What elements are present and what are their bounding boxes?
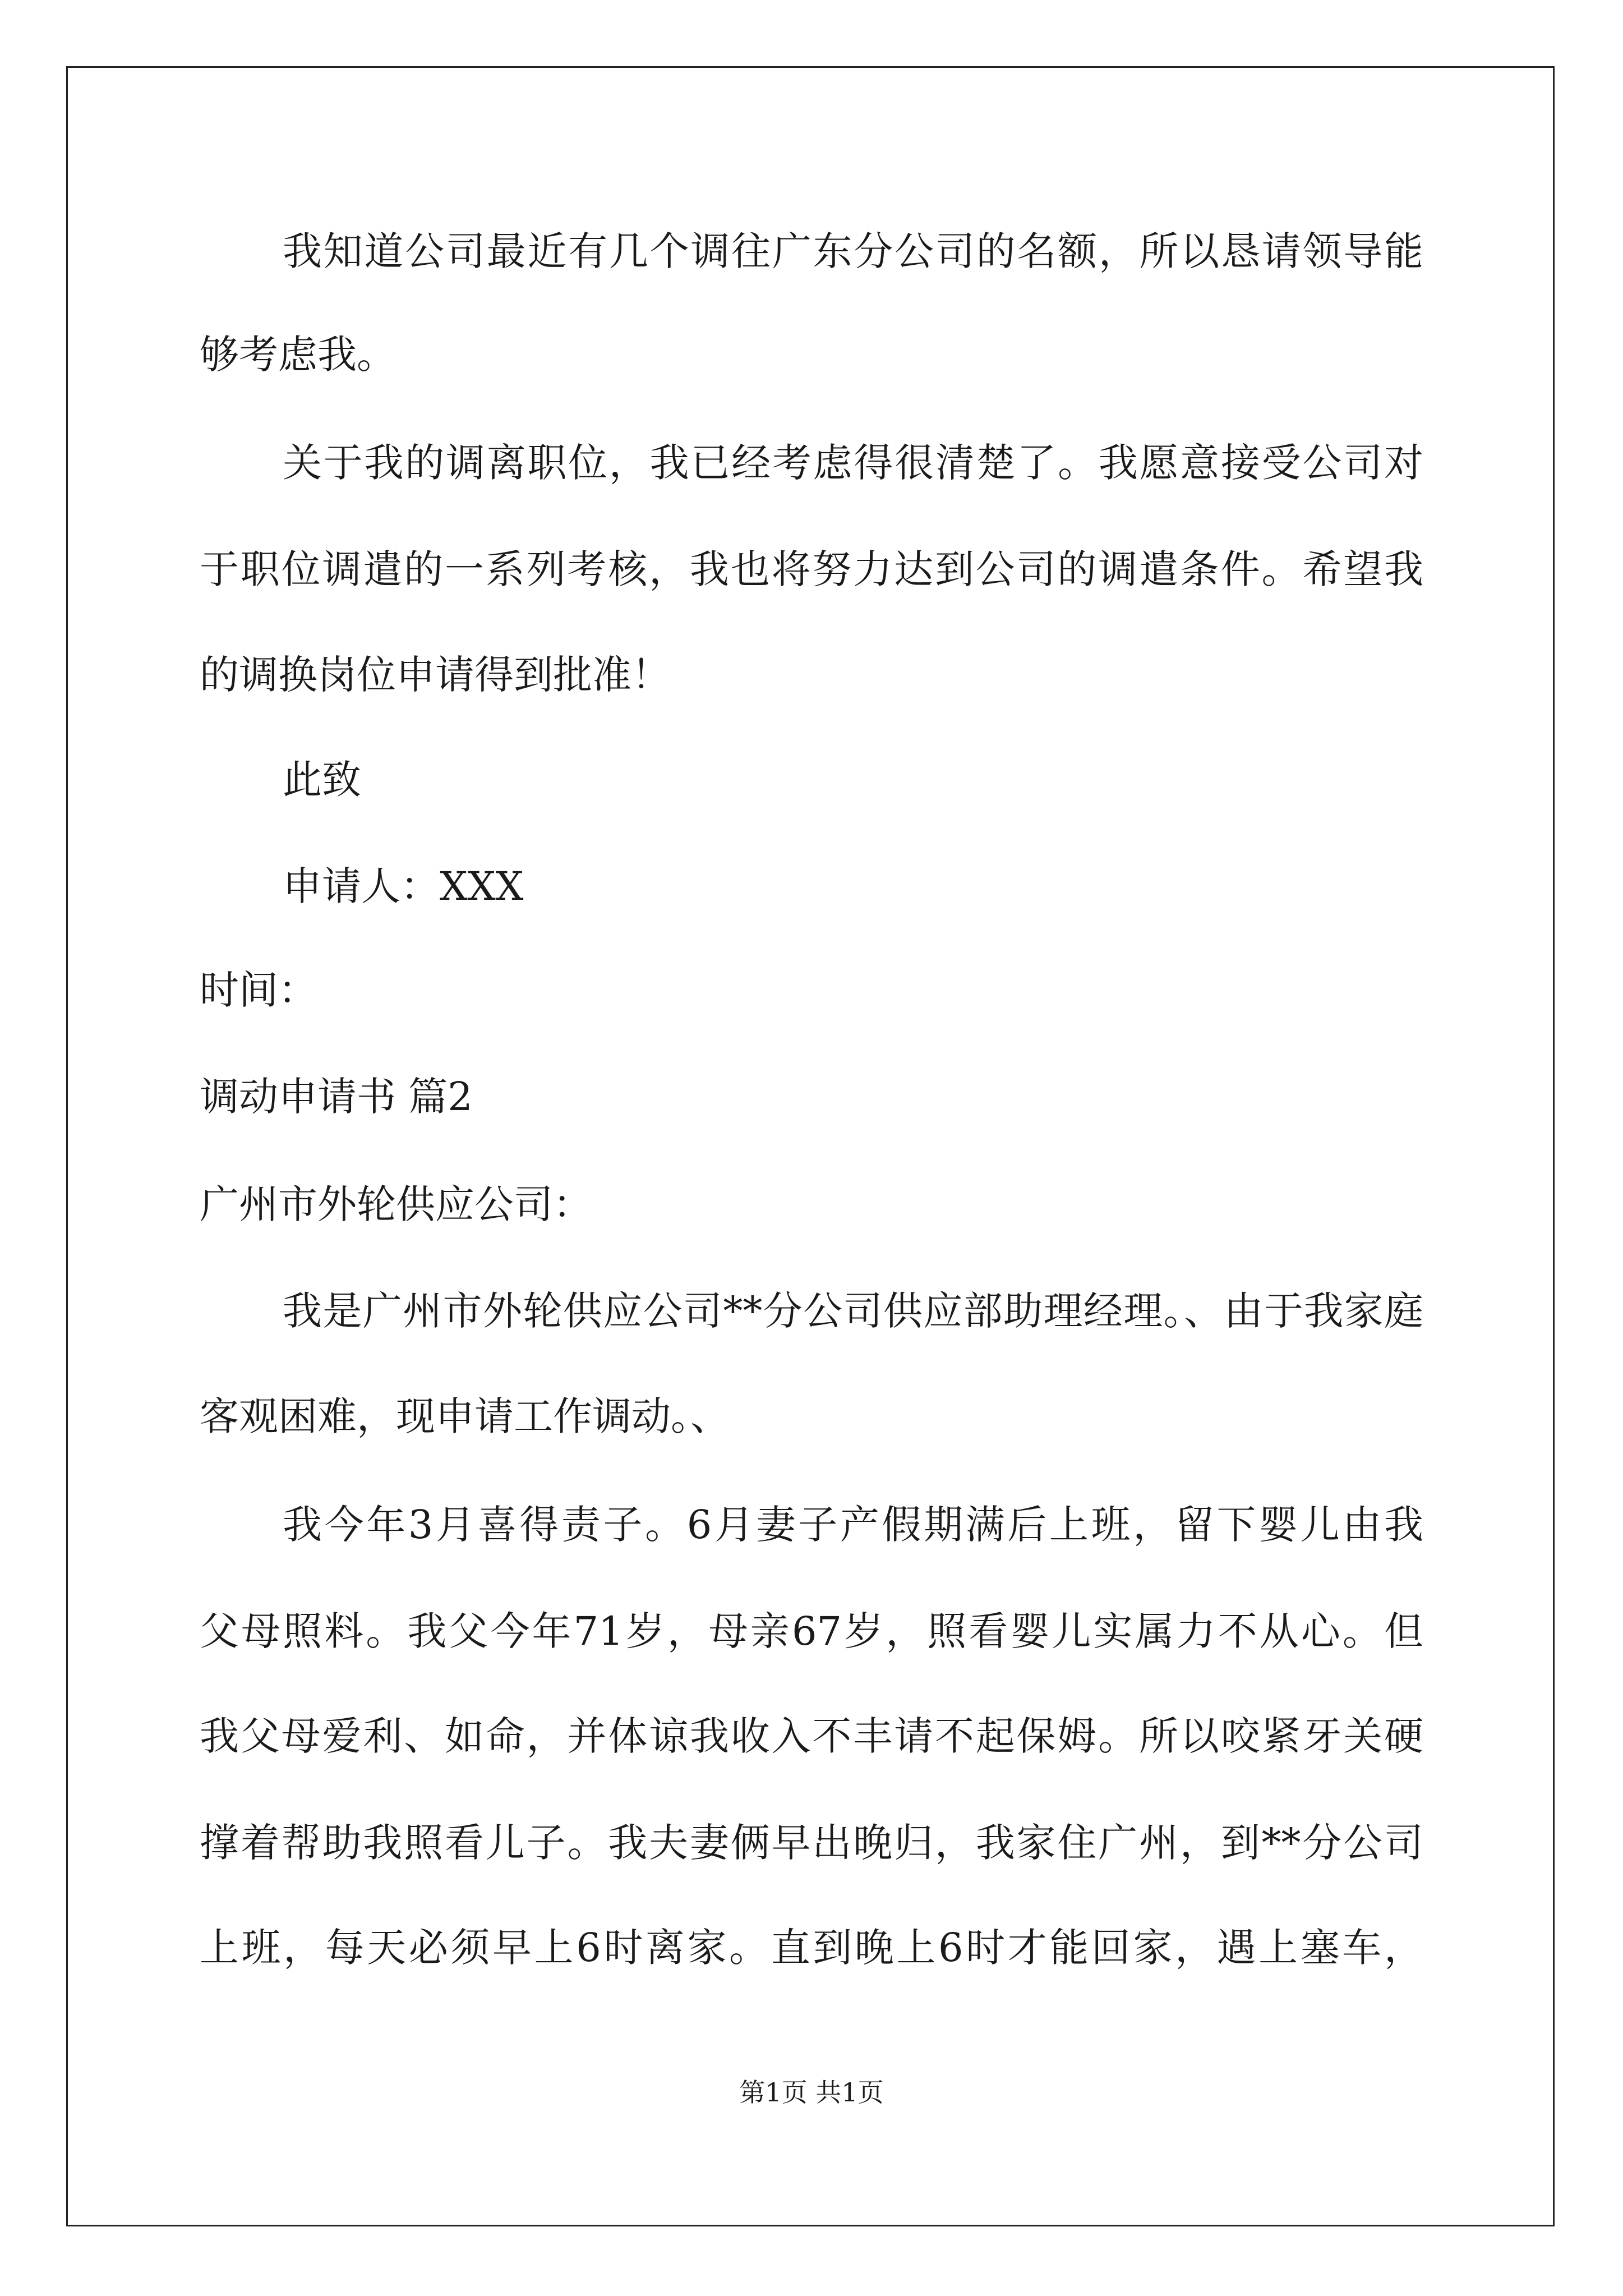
page-border xyxy=(66,66,1555,2226)
paragraph-line: 我父母爱利、如命，并体谅我收入不丰请不起保姆。所以咬紧牙关硬 xyxy=(200,1713,1423,1759)
paragraph-line: 我是广州市外轮供应公司**分公司供应部助理经理。、由于我家庭 xyxy=(283,1288,1423,1334)
applicant-line: 申请人：XXX xyxy=(283,863,524,909)
paragraph-line: 客观困难，现申请工作调动。、 xyxy=(200,1393,730,1439)
time-line: 时间： xyxy=(200,967,317,1013)
page-footer: 第1页 共1页 xyxy=(739,2077,884,2108)
closing-salutation: 此致 xyxy=(283,757,361,803)
recipient-line: 广州市外轮供应公司： xyxy=(200,1181,592,1227)
paragraph-line: 我知道公司最近有几个调往广东分公司的名额，所以恳请领导能 xyxy=(283,228,1423,274)
paragraph-line: 撑着帮助我照看儿子。我夫妻俩早出晚归，我家住广州，到**分公司 xyxy=(200,1820,1423,1866)
paragraph-line: 于职位调遣的一系列考核，我也将努力达到公司的调遣条件。希望我 xyxy=(200,546,1423,592)
paragraph-line: 上班，每天必须早上6时离家。直到晚上6时才能回家，遇上塞车， xyxy=(200,1925,1423,1971)
paragraph-line: 的调换岗位申请得到批准！ xyxy=(200,652,671,698)
paragraph-line: 关于我的调离职位，我已经考虑得很清楚了。我愿意接受公司对 xyxy=(283,440,1423,486)
paragraph-line: 父母照料。我父今年71岁，母亲67岁，照看婴儿实属力不从心。但 xyxy=(200,1608,1423,1654)
section-heading: 调动申请书 篇2 xyxy=(200,1074,473,1120)
paragraph-line: 我今年3月喜得责子。6月妻子产假期满后上班，留下婴儿由我 xyxy=(283,1502,1423,1548)
paragraph-line: 够考虑我。 xyxy=(200,332,396,378)
